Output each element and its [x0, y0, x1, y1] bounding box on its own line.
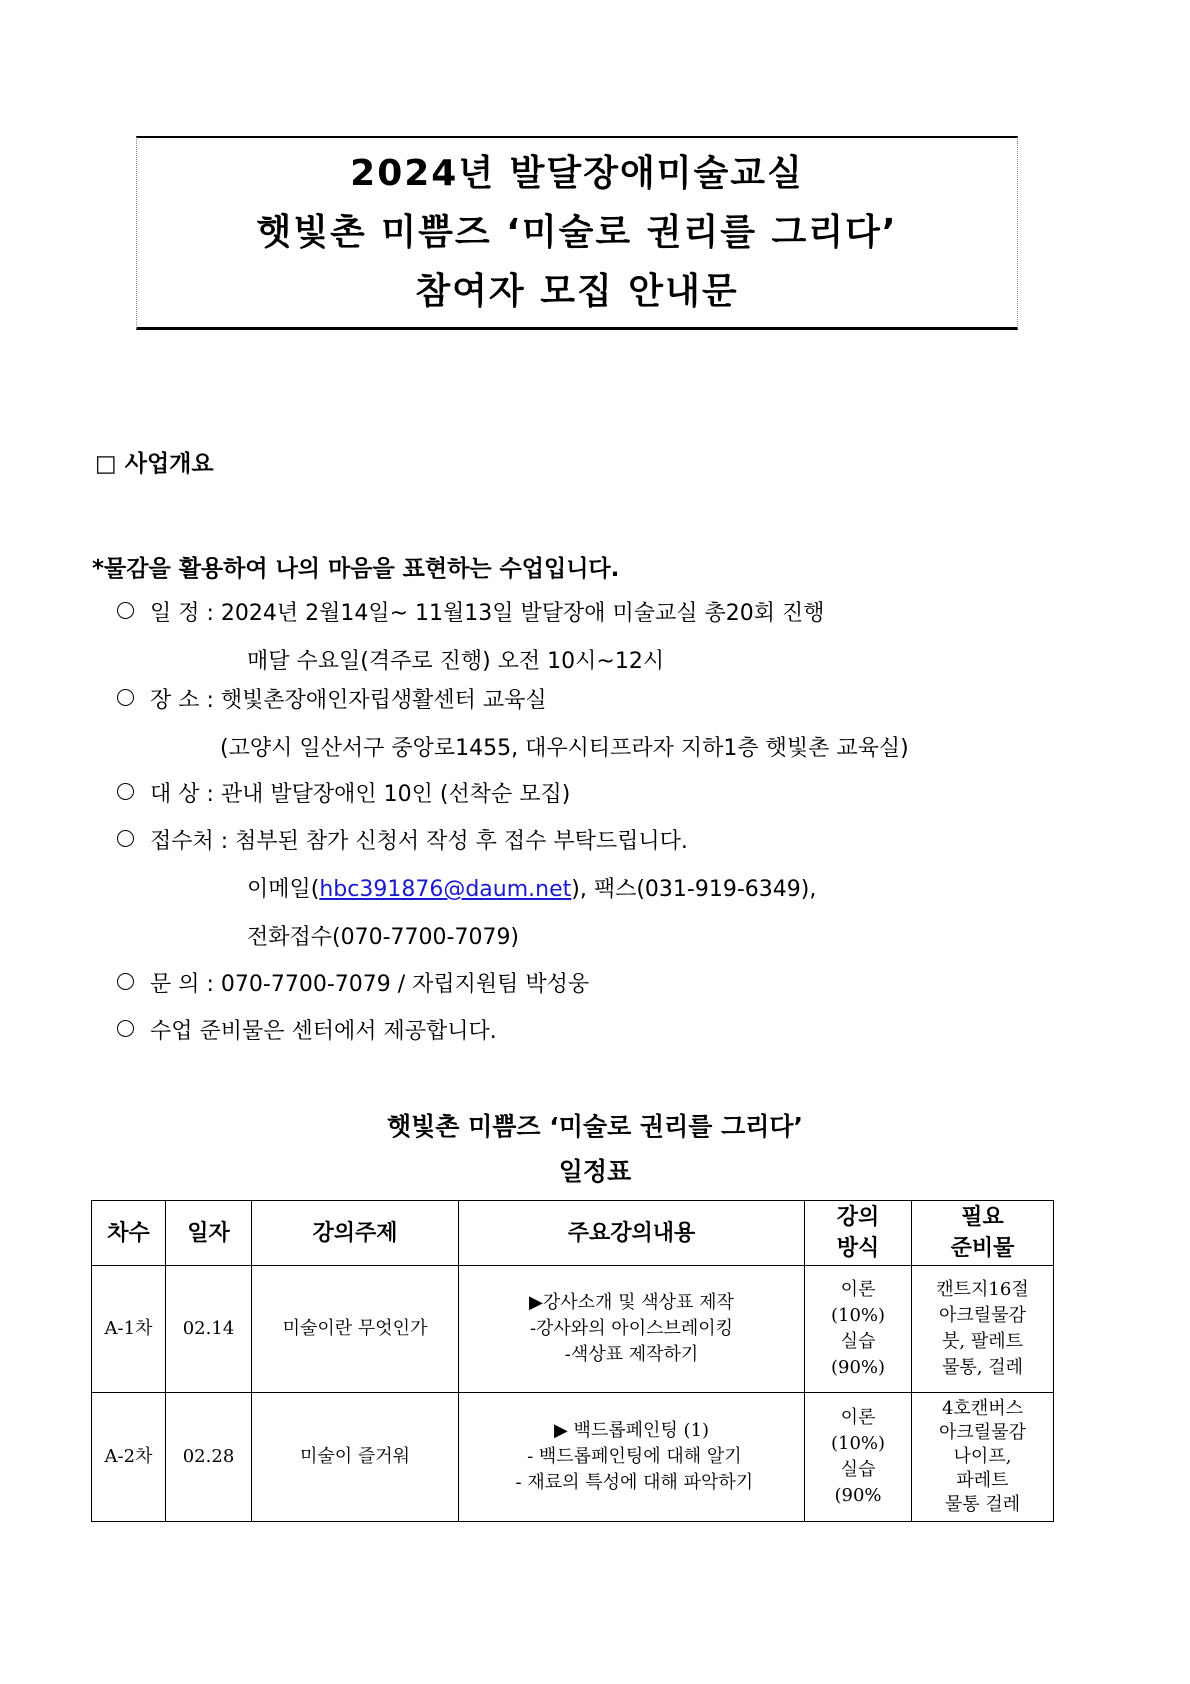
header-method: 강의 방식	[805, 1201, 912, 1266]
title-line-3: 참여자 모집 안내문	[415, 271, 739, 312]
reception-contacts	[247, 872, 816, 903]
fax-info: ), 팩스(031-919-6349),	[571, 877, 817, 902]
materials-info: 수업 준비물은 센터에서 제공합니다.	[150, 1019, 497, 1044]
bullet-circle-icon	[117, 689, 134, 706]
cell-content: ▶ 백드롭페인팅 (1) - 백드롭페인팅에 대해 알기 - 재료의 특성에 대해 파악하기	[459, 1393, 805, 1522]
cell-topic: 미술이란 무엇인가	[252, 1266, 459, 1393]
cell-supplies: 캔트지16절 아크릴물감 붓, 팔레트 물통, 걸레	[912, 1266, 1054, 1393]
table-row	[92, 1266, 1054, 1393]
schedule-table	[91, 1200, 1054, 1522]
header-supplies: 필요 준비물	[912, 1201, 1054, 1266]
email-prefix: 이메일(	[247, 877, 320, 902]
header-date: 일자	[166, 1201, 252, 1266]
header-session: 차수	[92, 1201, 166, 1266]
section-heading-overview: □ 사업개요	[95, 451, 214, 477]
cell-method: 이론 (10%) 실습 (90%	[805, 1393, 912, 1522]
title-line-1: 2024년 발달장애미술교실	[350, 153, 804, 194]
cell-method: 이론 (10%) 실습 (90%)	[805, 1266, 912, 1393]
schedule-subtitle: 일정표	[558, 1157, 632, 1186]
cell-session: A-2차	[92, 1393, 166, 1522]
schedule-info: 일 정 : 2024년 2월14일~ 11월13일 발달장애 미술교실 총20회 진행	[150, 601, 825, 626]
table-header-row	[92, 1201, 1054, 1266]
title-line-2: 햇빛촌 미쁨즈 ‘미술로 권리를 그리다’	[256, 212, 898, 253]
inquiry-info: 문 의 : 070-7700-7079 / 자립지원팀 박성웅	[150, 972, 590, 997]
phone-reception: 전화접수(070-7700-7079)	[247, 925, 520, 950]
target-info: 대 상 : 관내 발달장애인 10인 (선착순 모집)	[150, 782, 571, 807]
place-info: 장 소 : 햇빛촌장애인자립생활센터 교육실	[150, 688, 547, 713]
place-address: (고양시 일산서구 중앙로1455, 대우시티프라자 지하1층 햇빛촌 교육실)	[220, 736, 909, 761]
bullet-circle-icon	[117, 602, 134, 619]
title-box	[136, 136, 1018, 330]
cell-date: 02.14	[166, 1266, 252, 1393]
reception-info: 접수처 : 첨부된 참가 신청서 작성 후 접수 부탁드립니다.	[150, 829, 688, 854]
email-link[interactable]: hbc391876@daum.net	[319, 877, 572, 902]
cell-date: 02.28	[166, 1393, 252, 1522]
cell-supplies: 4호캔버스 아크릴물감 나이프, 파레트 물통 걸레	[912, 1393, 1054, 1522]
bullet-circle-icon	[117, 830, 134, 847]
schedule-info-detail: 매달 수요일(격주로 진행) 오전 10시~12시	[247, 649, 665, 674]
table-row	[92, 1393, 1054, 1522]
header-content: 주요강의내용	[459, 1201, 805, 1266]
cell-content: ▶강사소개 및 색상표 제작 -강사와의 아이스브레이킹 -색상표 제작하기	[459, 1266, 805, 1393]
schedule-title: 햇빛촌 미쁨즈 ‘미술로 권리를 그리다’	[386, 1112, 804, 1141]
intro-text: *물감을 활용하여 나의 마음을 표현하는 수업입니다.	[92, 556, 620, 582]
cell-topic: 미술이 즐거워	[252, 1393, 459, 1522]
bullet-circle-icon	[117, 1020, 134, 1037]
header-topic: 강의주제	[252, 1201, 459, 1266]
bullet-circle-icon	[117, 783, 134, 800]
cell-session: A-1차	[92, 1266, 166, 1393]
bullet-circle-icon	[117, 973, 134, 990]
